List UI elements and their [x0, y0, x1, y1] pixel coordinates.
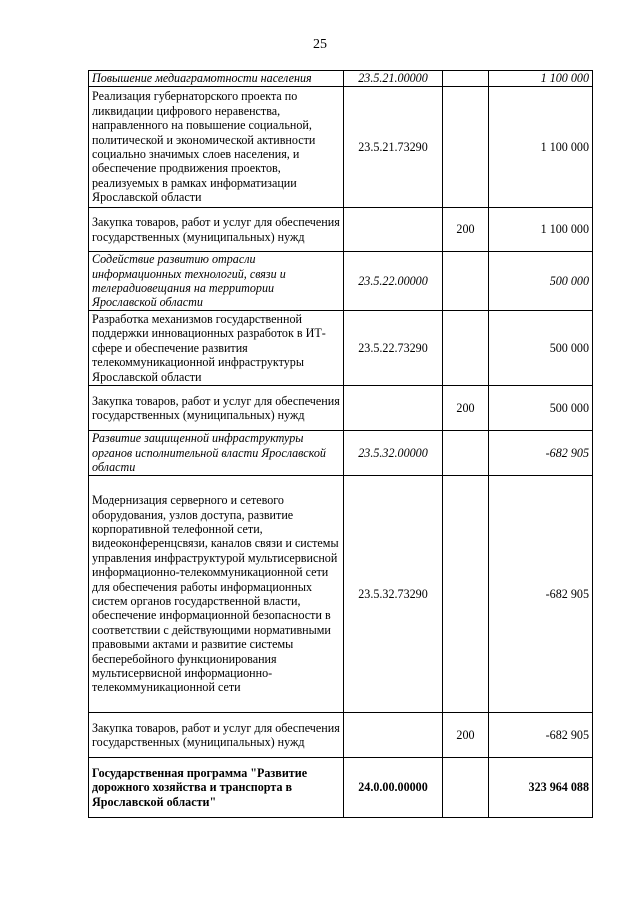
row-name: Модернизация серверного и сетевого оборудования, узлов доступа, развитие корпоративной телефонной сети, видеоконференцсвязи, каналов связи и системы управления инфраструктурой мультисервисной информационно-телекоммуникационной сети для обеспечения работы информационных систем органов государственной власти, обеспечение информационной безопасности в соответствии с действующими нормативными правовыми актами и развитие системы бесперебойного функционирования мультисервисной информационно-телекоммуникационной сети	[89, 476, 344, 713]
row-amount: 323 964 088	[489, 758, 593, 818]
row-amount: 500 000	[489, 252, 593, 311]
row-amount: -682 905	[489, 431, 593, 476]
row-expense-type: 200	[443, 386, 489, 431]
row-expense-type: 200	[443, 208, 489, 252]
row-name: Закупка товаров, работ и услуг для обеспечения государственных (муниципальных) нужд	[89, 386, 344, 431]
row-code: 23.5.32.73290	[344, 476, 443, 713]
row-code: 23.5.21.00000	[344, 71, 443, 87]
row-expense-type	[443, 476, 489, 713]
row-name: Реализация губернаторского проекта по ликвидации цифрового неравенства, направленного на повышение социальной, политической и экономической активности социально значимых слоев населения, и обеспечение продвижения проектов, реализуемых в рамках информатизации Ярославской области	[89, 87, 344, 208]
row-code	[344, 208, 443, 252]
row-code	[344, 713, 443, 758]
row-expense-type	[443, 758, 489, 818]
row-code: 23.5.21.73290	[344, 87, 443, 208]
row-name: Закупка товаров, работ и услуг для обеспечения государственных (муниципальных) нужд	[89, 208, 344, 252]
row-name: Закупка товаров, работ и услуг для обеспечения государственных (муниципальных) нужд	[89, 713, 344, 758]
row-expense-type	[443, 71, 489, 87]
row-amount: -682 905	[489, 476, 593, 713]
row-amount: 1 100 000	[489, 87, 593, 208]
row-amount: 1 100 000	[489, 208, 593, 252]
row-name: Разработка механизмов государственной поддержки инновационных разработок в ИТ-сфере и обеспечение развития телекоммуникационной инфраструктуры Ярославской области	[89, 311, 344, 386]
table-row	[89, 758, 593, 818]
row-expense-type: 200	[443, 713, 489, 758]
table-row	[89, 208, 593, 252]
table-row	[89, 71, 593, 87]
page-number: 25	[313, 37, 327, 52]
table-row	[89, 311, 593, 386]
row-name: Государственная программа "Развитие дорожного хозяйства и транспорта в Ярославской области"	[89, 758, 344, 818]
row-amount: -682 905	[489, 713, 593, 758]
table-row	[89, 252, 593, 311]
row-code: 23.5.22.73290	[344, 311, 443, 386]
row-code: 23.5.22.00000	[344, 252, 443, 311]
row-amount: 500 000	[489, 311, 593, 386]
row-name: Развитие защищенной инфраструктуры органов исполнительной власти Ярославской области	[89, 431, 344, 476]
row-expense-type	[443, 252, 489, 311]
row-expense-type	[443, 431, 489, 476]
table-row	[89, 386, 593, 431]
row-amount: 500 000	[489, 386, 593, 431]
row-code	[344, 386, 443, 431]
budget-table	[88, 70, 593, 818]
table-row	[89, 431, 593, 476]
table-row	[89, 87, 593, 208]
table-row	[89, 476, 593, 713]
table-row	[89, 713, 593, 758]
row-expense-type	[443, 311, 489, 386]
row-name: Содействие развитию отрасли информационных технологий, связи и телерадиовещания на территории Ярославской области	[89, 252, 344, 311]
row-amount: 1 100 000	[489, 71, 593, 87]
row-name: Повышение медиаграмотности населения	[89, 71, 344, 87]
row-code: 23.5.32.00000	[344, 431, 443, 476]
row-expense-type	[443, 87, 489, 208]
row-code: 24.0.00.00000	[344, 758, 443, 818]
